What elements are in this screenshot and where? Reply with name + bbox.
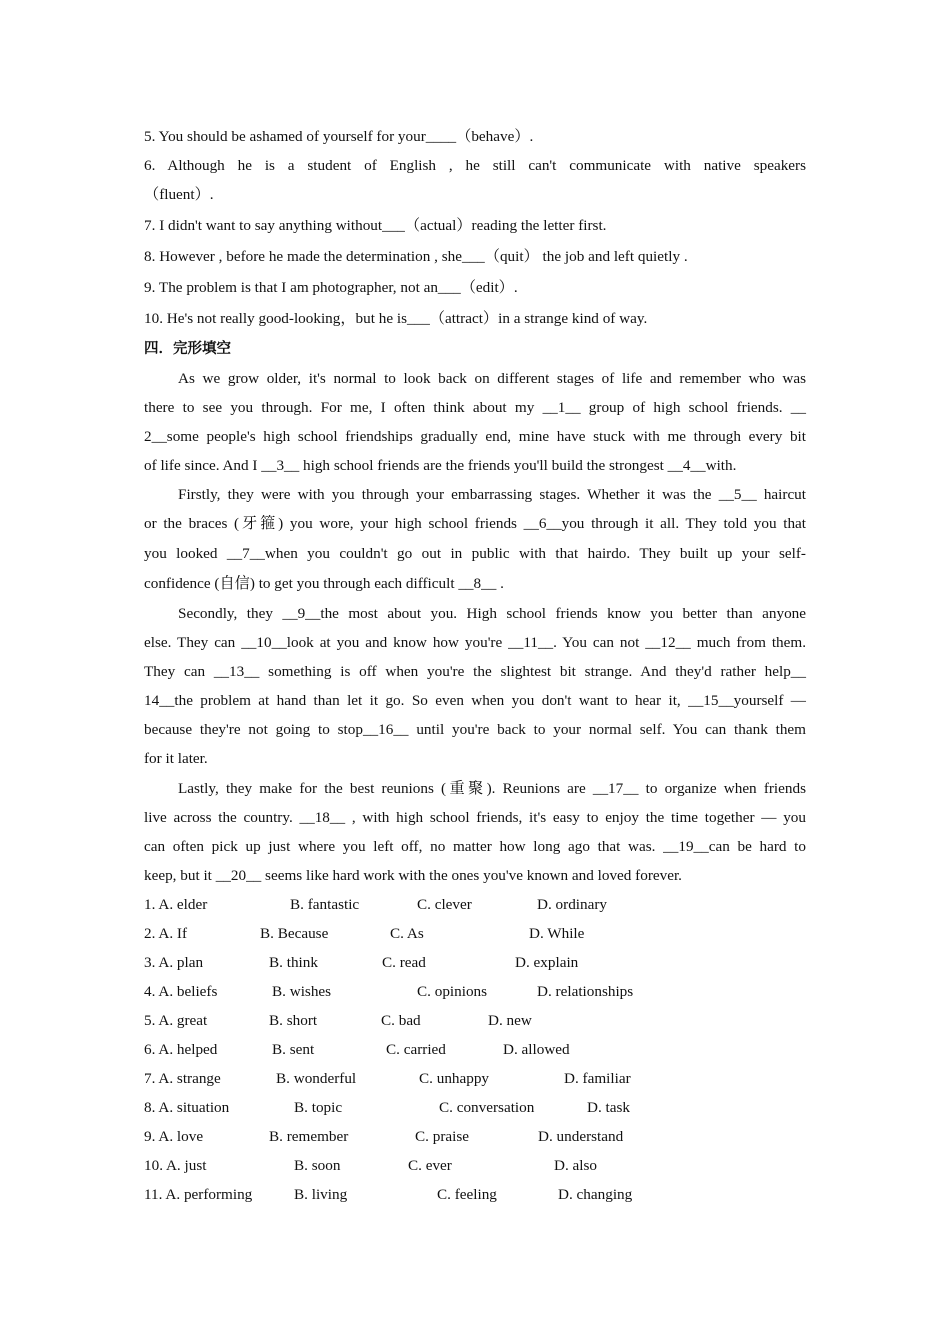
option-row: [144, 1064, 806, 1093]
option-choice: C. opinions: [417, 983, 488, 1000]
passage-line: else. They can __10__look at you and know how you're __11__. You can not __12__ much from them.: [144, 634, 806, 651]
passage-line: or the braces (牙箍) you wore, your high school friends __6__you through it all. They told you that: [144, 515, 806, 532]
option-choice: B. wonderful: [276, 1070, 357, 1087]
option-choice: 10. A. just: [144, 1157, 207, 1174]
option-choice: D. understand: [538, 1128, 624, 1145]
passage-line: confidence (自信) to get you through each difficult __8__ .: [144, 575, 504, 592]
passage-line: because they're not going to stop__16__ until you're back to your normal self. You can thank them: [144, 721, 806, 738]
passage-line: keep, but it __20__ seems like hard work with the ones you've known and loved forever.: [144, 867, 682, 884]
question-line: 10. He's not really good-looking，but he is___（attract）in a strange kind of way.: [144, 310, 648, 327]
passage-line: can often pick up just where you left off, no matter how long ago that was. __19__can be hard to: [144, 838, 806, 855]
option-choice: B. Because: [260, 925, 329, 942]
passage-line: 2__some people's high school friendships gradually end, mine have stuck with me through every bit: [144, 428, 806, 445]
option-choice: C. bad: [381, 1012, 421, 1029]
option-choice: C. ever: [408, 1157, 452, 1174]
option-choice: 8. A. situation: [144, 1099, 230, 1116]
option-row: [144, 890, 806, 919]
option-row: [144, 948, 806, 977]
question-line: （fluent）.: [144, 186, 214, 203]
question-line: 5. You should be ashamed of yourself for your____（behave）.: [144, 128, 534, 145]
option-choice: 2. A. If: [144, 925, 188, 942]
passage-line: As we grow older, it's normal to look back on different stages of life and remember who was: [178, 370, 806, 387]
option-choice: 5. A. great: [144, 1012, 208, 1029]
document-page: [144, 122, 806, 1209]
option-choice: D. explain: [515, 954, 579, 971]
option-choice: 9. A. love: [144, 1128, 204, 1145]
question-line: 7. I didn't want to say anything without___（actual）reading the letter first.: [144, 217, 607, 234]
question-line: 8. However , before he made the determination , she___（quit） the job and left quietly .: [144, 248, 688, 265]
option-choice: D. new: [488, 1012, 532, 1029]
option-row: [144, 1093, 806, 1122]
option-row: [144, 1035, 806, 1064]
passage-line: you looked __7__when you couldn't go out in public with that hairdo. They built up your self-: [144, 545, 806, 562]
option-choice: C. unhappy: [419, 1070, 490, 1087]
option-choice: D. task: [587, 1099, 631, 1116]
option-choice: C. carried: [386, 1041, 446, 1058]
option-row: [144, 1151, 806, 1180]
option-choice: B. short: [269, 1012, 318, 1029]
option-choice: D. While: [529, 925, 585, 942]
option-choice: C. As: [390, 925, 424, 942]
passage-line: Firstly, they were with you through your embarrassing stages. Whether it was the __5__ haircut: [178, 486, 806, 503]
option-row: [144, 1180, 806, 1209]
option-choice: B. fantastic: [290, 896, 360, 913]
option-choice: B. soon: [294, 1157, 341, 1174]
option-choice: D. ordinary: [537, 896, 608, 913]
passage-line: live across the country. __18__ , with high school friends, it's easy to enjoy the time together — you: [144, 809, 806, 826]
option-choice: C. feeling: [437, 1186, 497, 1203]
option-choice: B. think: [269, 954, 318, 971]
section-heading: 四．完形填空: [144, 341, 231, 357]
option-choice: 7. A. strange: [144, 1070, 221, 1087]
option-row: [144, 1122, 806, 1151]
passage-line: 14__the problem at hand than let it go. So even when you don't want to hear it, __15__yourself —: [144, 692, 806, 709]
option-choice: 1. A. elder: [144, 896, 208, 913]
option-choice: D. familiar: [564, 1070, 631, 1087]
option-choice: B. remember: [269, 1128, 349, 1145]
question-line: 6. Although he is a student of English , he still can't communicate with native speakers: [144, 157, 806, 174]
option-choice: D. changing: [558, 1186, 633, 1203]
option-choice: C. praise: [415, 1128, 469, 1145]
options-list: [144, 890, 806, 1209]
passage-line: They can __13__ something is off when you're the slightest bit strange. And they'd rather help__: [144, 663, 806, 680]
option-row: [144, 919, 806, 948]
option-choice: C. read: [382, 954, 426, 971]
option-choice: D. relationships: [537, 983, 634, 1000]
option-choice: D. also: [554, 1157, 598, 1174]
option-choice: 4. A. beliefs: [144, 983, 218, 1000]
passage-line: of life since. And I __3__ high school friends are the friends you'll build the strongest __4__with.: [144, 457, 737, 474]
option-choice: D. allowed: [503, 1041, 570, 1058]
option-choice: 6. A. helped: [144, 1041, 218, 1058]
option-choice: C. conversation: [439, 1099, 535, 1116]
passage-line: Lastly, they make for the best reunions (重聚). Reunions are __17__ to organize when friends: [178, 780, 806, 797]
option-choice: B. wishes: [272, 983, 332, 1000]
option-row: [144, 1006, 806, 1035]
passage-line: there to see you through. For me, I often think about my __1__ group of high school friends. __: [144, 399, 806, 416]
passage-line: for it later.: [144, 750, 208, 767]
option-choice: 3. A. plan: [144, 954, 204, 971]
option-choice: B. sent: [272, 1041, 315, 1058]
option-choice: B. topic: [294, 1099, 343, 1116]
option-choice: B. living: [294, 1186, 348, 1203]
option-choice: 11. A. performing: [144, 1186, 253, 1203]
option-choice: C. clever: [417, 896, 472, 913]
question-line: 9. The problem is that I am photographer, not an___（edit）.: [144, 279, 518, 296]
passage-line: Secondly, they __9__the most about you. High school friends know you better than anyone: [178, 605, 806, 622]
option-row: [144, 977, 806, 1006]
